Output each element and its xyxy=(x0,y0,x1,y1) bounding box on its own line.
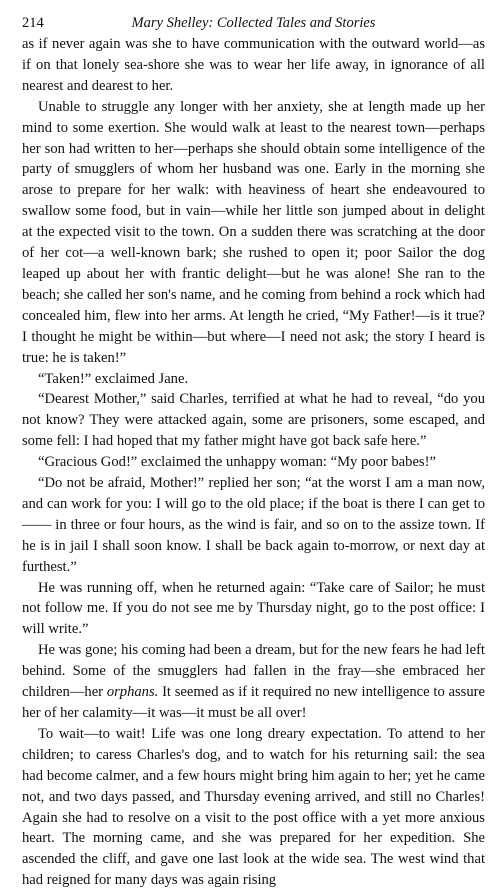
page-number: 214 xyxy=(22,15,44,31)
paragraph-9: To wait—to wait! Life was one long dreary expectation. To attend to her children; to caress Charles's dog, and to watch for his returning sail: the sea had become calmer, and a few hours might bring him again to her; yet he came not, and two days passed, and Thursday evening arrived, and still no Charles! Again she had to resolve on a visit to the post office with a yet more anxious heart. The morning came, and she was prepared for her expedition. She ascended the cliff, and gave one last look at the wide sea. The west wind that had reigned for many days was again rising xyxy=(22,725,485,889)
paragraph-6: “Do not be afraid, Mother!” replied her son; “at the worst I am a man now, and can work for you: I will go to the old place; if the boat is there I can get to —— in three or four hours, as the wind is fair, and so on to the assize town. If he is in jail I shall soon know. I shall be back again to-morrow, or next day at furthest.” xyxy=(22,475,485,575)
paragraph-8-after: It seemed as if it required no new intelligence to assure her of her calamity—it was—it must be all over! xyxy=(22,684,485,721)
running-header xyxy=(22,12,485,34)
paragraph-3: “Taken!” exclaimed Jane. xyxy=(38,370,189,387)
body-text xyxy=(22,34,485,891)
book-page xyxy=(22,12,485,891)
paragraph-2: Unable to struggle any longer with her anxiety, she at length made up her mind to some exertion. She would walk at least to the nearest town—perhaps her son had written to her—perhaps she should obtain some intelligence of the party of smugglers of whom her husband was one. Early in the morning she arose to prepare for her walk: with heaviness of heart she endeavoured to swallow some food, but in vain—while her little son jumped about in delight at the expected visit to the town. On a sudden there was scratching at the door of her cot—a well-known bark; she rushed to open it; poor Sailor the dog leaped up about her with frantic delight—but he was alone! She ran to the beach; she called her son's name, and he coming from behind a rock which had concealed him, flew into her arms. At length he cried, “My Father!—is it true? I thought he might be within—but where—I need not ask; the story I heard is true: he is taken!” xyxy=(22,98,485,366)
paragraph-5: “Gracious God!” exclaimed the unhappy woman: “My poor babes!” xyxy=(38,454,436,471)
paragraph-8-before: He was gone; his coming had been a dream, but for the new fears he had left behind. Some of the smugglers had fallen in the fray—she embraced her children—her xyxy=(22,642,485,701)
paragraph-4: “Dearest Mother,” said Charles, terrified at what he had to reveal, “do you not know? They were attacked again, some are prisoners, some escaped, and some fell: I had hoped that my father might have got back safe here.” xyxy=(22,391,485,450)
paragraph-7: He was running off, when he returned again: “Take care of Sailor; he must not follow me. If you do not see me by Thursday night, go to the post office: I will write.” xyxy=(22,579,485,638)
emphasis-orphans: orphans. xyxy=(106,684,159,701)
running-title: Mary Shelley: Collected Tales and Stories xyxy=(131,15,376,31)
paragraph-8 xyxy=(22,640,485,724)
paragraph-1: as if never again was she to have communication with the outward world—as if on that lonely sea-shore she was to wear her life away, in ignorance of all nearest and dearest to her. xyxy=(22,36,485,94)
